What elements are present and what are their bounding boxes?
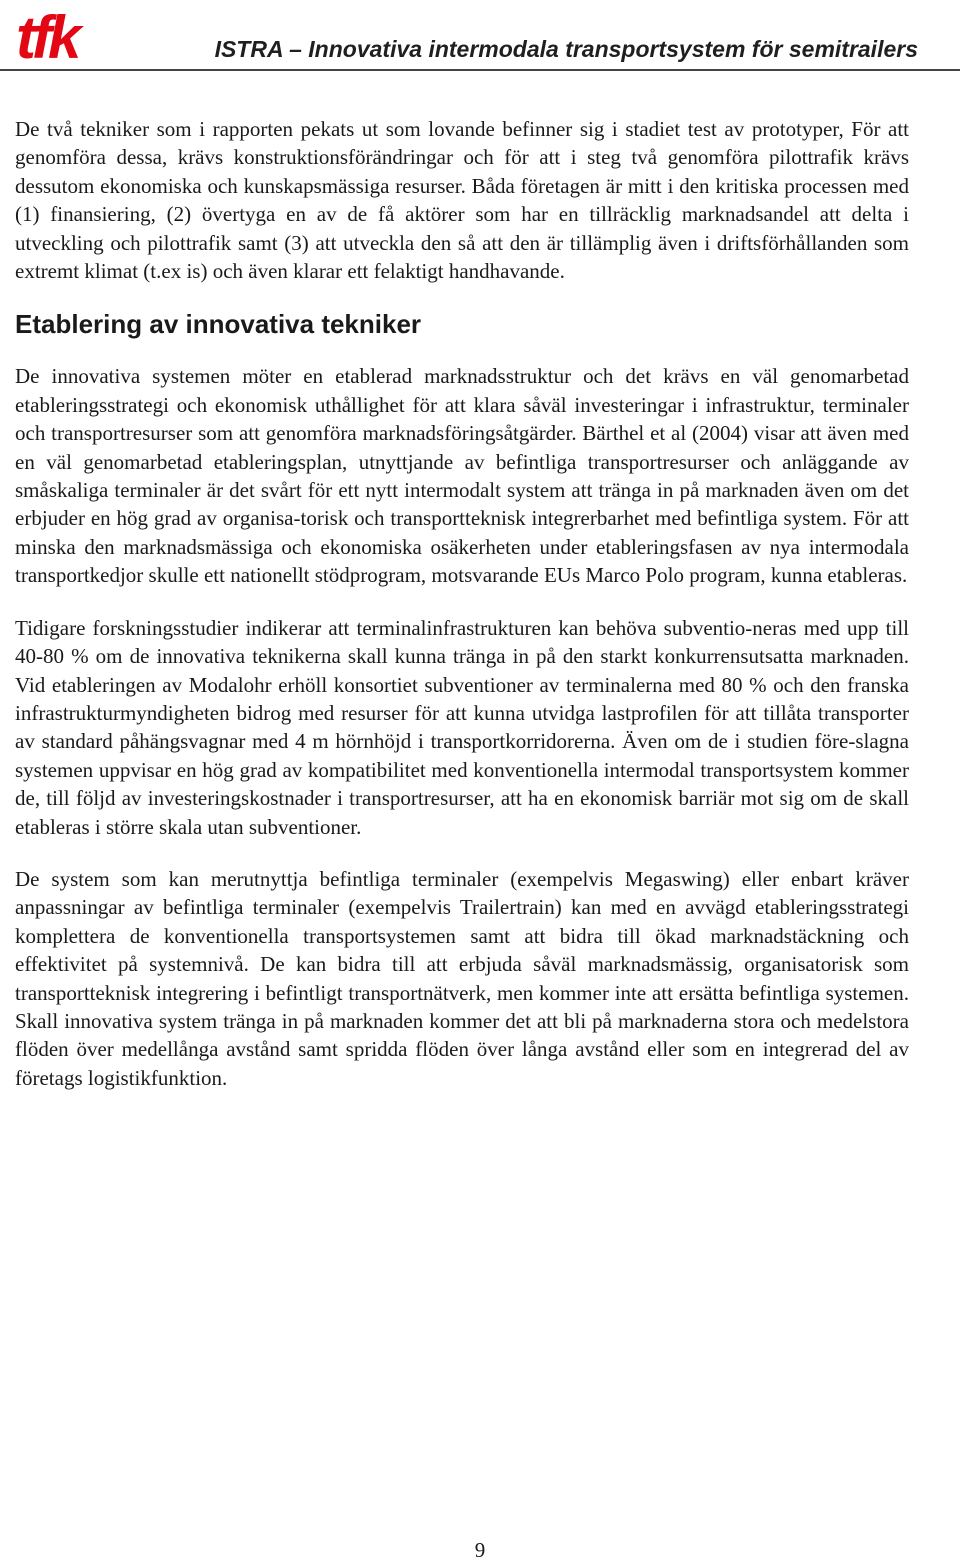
intro-paragraph: De två tekniker som i rapporten pekats ut som lovande befinner sig i stadiet test av prototyper, För att genomföra dessa, krävs konstruktionsförändringar och för att i steg två genomföra pilottrafik krävs dessutom ekonomiska och kunskapsmässiga resurser. Båda företagen är mitt i den kritiska processen med (1) finansiering, (2) övertyga en av de få aktörer som har en tillräcklig marknadsandel att delta i utveckling och pilottrafik samt (3) att utveckla den så att den är tillämplig även i driftsförhållanden som extremt klimat (t.ex is) och även klarar ett felaktigt handhavande. [15, 117, 909, 284]
logo-text: tfk [16, 6, 78, 64]
document-title: ISTRA – Innovativa intermodala transportsystem för semitrailers [214, 36, 918, 62]
header-divider [0, 69, 960, 71]
paragraph: De innovativa systemen möter en etablerad marknadsstruktur och det krävs en väl genomarbetad etableringsstrategi och ekonomisk uthållighet för att klara såväl investeringar i infrastruktur, terminaler och transportresurser som att genomföra marknadsföringsåtgärder. Bärthel et al (2004) visar att även med en väl genomarbetad etableringsplan, utnyttjande av befintliga transportresurser och anläggande av småskaliga terminaler är det svårt för ett nytt intermodalt system att tränga in på marknaden även om det erbjuder en hög grad av organisa-torisk och transportteknisk integrerbarhet med befintliga system. För att minska den marknadsmässiga och ekonomiska osäkerheten under etableringsfasen av nya intermodala transportkedjor skulle ett nationellt stödprogram, motsvarande EUs Marco Polo program, kunna etableras. [15, 364, 909, 588]
page-number: 9 [474, 1538, 486, 1562]
page-content [15, 115, 909, 1092]
tfk-logo [14, 6, 110, 64]
section-heading: Etablering av innovativa tekniker [15, 309, 422, 340]
paragraph: Tidigare forskningsstudier indikerar att terminalinfrastrukturen kan behöva subventio-neras med upp till 40-80 % om de innovativa teknikerna skall kunna tränga in på den starkt konkurrensutsatta marknaden. Vid etableringen av Modalohr erhöll konsortiet subventioner av terminalerna med 80 % och den franska infrastrukturmyndigheten bidrog med resurser för att kunna utvidga lastprofilen för att tillåta transporter av standard påhängsvagnar med 4 m hörnhöjd i transportkorridorerna. Även om de i studien före-slagna systemen uppvisar en hög grad av kompatibilitet med konventionella intermodal transportsystem kommer de, till följd av investeringskostnader i transportresurser, att ha en ekonomisk barriär mot sig om de skall etableras i större skala utan subventioner. [15, 615, 909, 839]
page-header [0, 0, 960, 72]
paragraph: De system som kan merutnyttja befintliga terminaler (exempelvis Megaswing) eller enbart kräver anpassningar av befintliga terminaler (exempelvis Trailertrain) kan med en avvägd etableringsstrategi komplettera de konventionella transportsystemen samt att bidra till ökad marknadstäckning och effektivitet på systemnivå. De kan bidra till att erbjuda såväl marknadsmässig, organisatorisk som transportteknisk integrering i befintligt transportnätverk, men kommer inte att ersätta befintliga systemen. Skall innovativa system tränga in på marknaden kommer det att bli på marknaderna stora och medelstora flöden över medellånga avstånd samt spridda flöden över långa avstånd eller som en integrerad del av företags logistikfunktion. [15, 866, 909, 1090]
